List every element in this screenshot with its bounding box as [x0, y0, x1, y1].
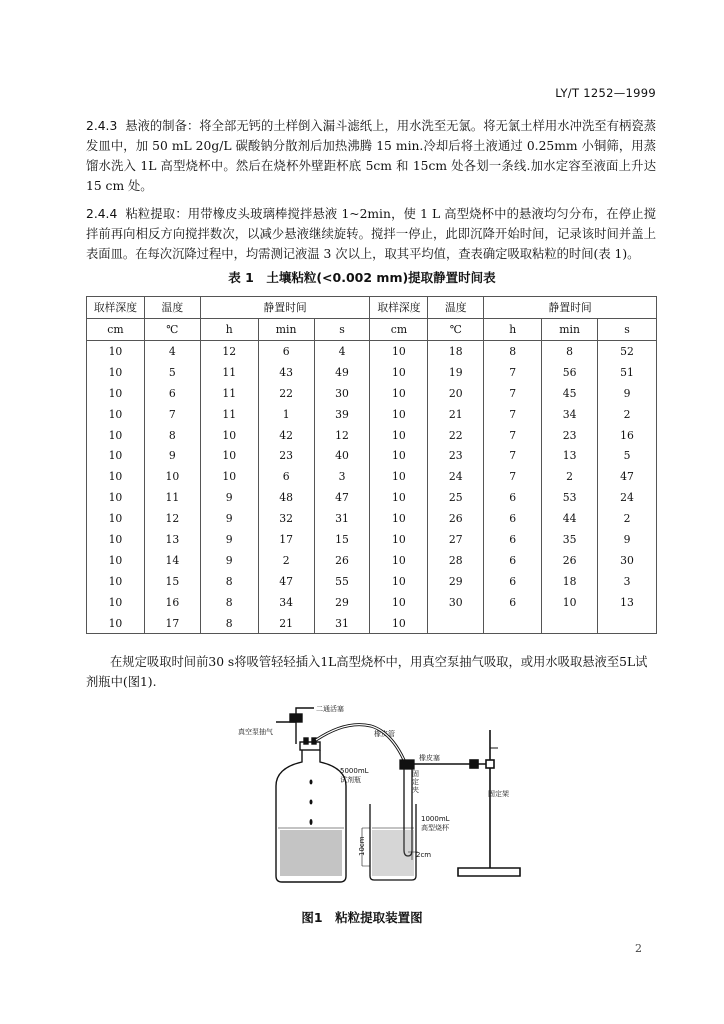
table-cell: 30: [428, 592, 484, 613]
table-row: [87, 550, 657, 571]
table-cell: 56: [542, 362, 598, 383]
table-row: [87, 445, 657, 466]
unit-cm: cm: [370, 319, 428, 341]
table-cell: 8: [144, 425, 200, 446]
header-time: 静置时间: [484, 297, 657, 319]
label-beaker-name: 高型烧杯: [421, 824, 449, 832]
table-cell: 7: [484, 404, 542, 425]
table-cell: 26: [542, 550, 598, 571]
table-cell: 26: [428, 508, 484, 529]
unit-cm: cm: [87, 319, 145, 341]
clamp-stand: [458, 730, 520, 876]
table-cell: 12: [314, 425, 370, 446]
unit-h: h: [200, 319, 258, 341]
table-cell: 10: [370, 404, 428, 425]
table-cell: 13: [598, 592, 657, 613]
table-cell: 22: [258, 383, 314, 404]
table-cell: 8: [200, 571, 258, 592]
unit-min: min: [258, 319, 314, 341]
table-cell: 10: [87, 383, 145, 404]
table-cell: 26: [314, 550, 370, 571]
table-cell: 21: [258, 613, 314, 634]
table-cell: 8: [200, 613, 258, 634]
table-cell: 30: [598, 550, 657, 571]
table-cell: 6: [484, 550, 542, 571]
table-cell: 8: [484, 341, 542, 362]
table-cell: 31: [314, 613, 370, 634]
table-cell: 10: [200, 425, 258, 446]
table-cell: 2: [598, 508, 657, 529]
table-cell: 2: [542, 466, 598, 487]
table-cell: 10: [144, 466, 200, 487]
table-cell: 49: [314, 362, 370, 383]
table-cell: [428, 613, 484, 634]
label-rubber-stopper: 橡皮塞: [419, 754, 440, 762]
figure-caption: 图1 粘粒提取装置图: [301, 910, 423, 925]
table-cell: 28: [428, 550, 484, 571]
table-cell: 52: [598, 341, 657, 362]
table-cell: 51: [598, 362, 657, 383]
table-cell: 5: [144, 362, 200, 383]
table-cell: 17: [144, 613, 200, 634]
table-cell: 11: [200, 404, 258, 425]
table-cell: 1: [258, 404, 314, 425]
table-cell: 10: [370, 466, 428, 487]
table-cell: 7: [484, 445, 542, 466]
table-cell: 10: [87, 445, 145, 466]
table-cell: 6: [258, 341, 314, 362]
table-cell: 10: [87, 466, 145, 487]
table-cell: 10: [370, 613, 428, 634]
table-cell: [542, 613, 598, 634]
table-cell: 10: [370, 487, 428, 508]
section-2-4-4: [86, 204, 656, 264]
table-cell: 20: [428, 383, 484, 404]
table-row: [87, 487, 657, 508]
table-row: [87, 571, 657, 592]
table-cell: 55: [314, 571, 370, 592]
table-row: [87, 425, 657, 446]
table-cell: 34: [258, 592, 314, 613]
section-number: 2.4.3: [86, 119, 118, 133]
table-body: [87, 341, 657, 634]
table-cell: 8: [542, 341, 598, 362]
unit-h: h: [484, 319, 542, 341]
table-cell: 10: [87, 362, 145, 383]
apparatus-diagram: [236, 700, 532, 890]
table-cell: 11: [200, 383, 258, 404]
table-row: [87, 508, 657, 529]
tall-beaker: [362, 804, 418, 880]
table-cell: 10: [370, 592, 428, 613]
label-beaker-volume: 1000mL: [421, 815, 450, 823]
table-cell: 10: [87, 341, 145, 362]
table-cell: 22: [428, 425, 484, 446]
label-bottle-name: 试剂瓶: [340, 776, 361, 784]
table-cell: 47: [598, 466, 657, 487]
table-cell: 6: [484, 529, 542, 550]
table-cell: 10: [200, 466, 258, 487]
unit-s: s: [314, 319, 370, 341]
label-depth-10cm: 10cm: [358, 836, 366, 856]
table-cell: 4: [144, 341, 200, 362]
table-cell: 10: [370, 508, 428, 529]
table-cell: 42: [258, 425, 314, 446]
label-rubber-tube: 橡皮管: [374, 730, 395, 738]
table-cell: 6: [144, 383, 200, 404]
table-cell: 15: [144, 571, 200, 592]
table-cell: 7: [484, 362, 542, 383]
page-number: 2: [635, 942, 642, 955]
table-cell: 10: [542, 592, 598, 613]
table-cell: 18: [428, 341, 484, 362]
table-cell: 3: [314, 466, 370, 487]
table-cell: 27: [428, 529, 484, 550]
label-depth-2cm: 2cm: [416, 851, 432, 859]
table-cell: [484, 613, 542, 634]
unit-min: min: [542, 319, 598, 341]
header-depth: 取样深度: [87, 297, 145, 319]
table-cell: 10: [370, 529, 428, 550]
header-temp: 温度: [144, 297, 200, 319]
table-cell: 23: [542, 425, 598, 446]
table-cell: 9: [598, 529, 657, 550]
table-cell: [598, 613, 657, 634]
table-cell: 48: [258, 487, 314, 508]
table-cell: 24: [428, 466, 484, 487]
table-cell: 10: [87, 404, 145, 425]
table-cell: 24: [598, 487, 657, 508]
instruction-paragraph: 在规定吸取时间前30 s将吸管轻轻插入1L高型烧杯中，用真空泵抽气吸取，或用水吸取悬液至5L试剂瓶中(图1).: [86, 655, 648, 689]
table-cell: 10: [87, 487, 145, 508]
table-cell: 10: [370, 445, 428, 466]
table-cell: 15: [314, 529, 370, 550]
table-cell: 6: [484, 508, 542, 529]
section-text: 粘粒提取：用带橡皮头玻璃棒搅拌悬液 1~2min，使 1 L 高型烧杯中的悬液均匀分布，在停止搅拌前再向相反方向搅拌数次，以减少悬液继续旋转。搅拌一停止，此即沉降开始时间，记录该时间并盖上表面皿。在每次沉降过程中，均需测记液温 3 次以上，取其平均值，查表确定吸取粘粒的时间(表 1)。: [86, 207, 656, 261]
table-cell: 6: [484, 487, 542, 508]
table-cell: 25: [428, 487, 484, 508]
table-cell: 10: [87, 550, 145, 571]
table-cell: 10: [370, 571, 428, 592]
table-cell: 11: [200, 362, 258, 383]
table-cell: 9: [200, 487, 258, 508]
table-cell: 19: [428, 362, 484, 383]
table-cell: 16: [144, 592, 200, 613]
table-cell: 11: [144, 487, 200, 508]
table-cell: 35: [542, 529, 598, 550]
unit-s: s: [598, 319, 657, 341]
table-cell: 12: [200, 341, 258, 362]
table-cell: 10: [87, 425, 145, 446]
table-cell: 45: [542, 383, 598, 404]
table-row: [87, 613, 657, 634]
table-cell: 10: [87, 613, 145, 634]
table-cell: 32: [258, 508, 314, 529]
table-cell: 21: [428, 404, 484, 425]
table-row: [87, 529, 657, 550]
table-cell: 39: [314, 404, 370, 425]
table-cell: 29: [428, 571, 484, 592]
table-cell: 10: [370, 425, 428, 446]
table-cell: 17: [258, 529, 314, 550]
table-cell: 6: [258, 466, 314, 487]
table-cell: 10: [370, 341, 428, 362]
table-cell: 9: [200, 508, 258, 529]
table-cell: 10: [87, 592, 145, 613]
table-cell: 10: [87, 571, 145, 592]
table-cell: 34: [542, 404, 598, 425]
table-cell: 53: [542, 487, 598, 508]
table-row: [87, 362, 657, 383]
table-cell: 10: [87, 529, 145, 550]
table-cell: 9: [144, 445, 200, 466]
section-text: 悬液的制备：将全部无钙的土样倒入漏斗滤纸上，用水洗至无氯。将无氯土样用水冲洗至有柄瓷蒸发皿中，加 50 mL 20g/L 碳酸钠分散剂后加热沸腾 15 min.冷却后将土液通过 0.25mm 小铜筛，用蒸馏水洗入 1L 高型烧杯中。然后在烧杯外壁距杯底 5cm 和 15cm 处各划一条线.加水定容至液面上升达 15 cm 处。: [86, 119, 656, 193]
table-cell: 14: [144, 550, 200, 571]
section-2-4-3: [86, 116, 656, 196]
table-cell: 44: [542, 508, 598, 529]
label-fixed-head-2: 定: [412, 778, 419, 786]
unit-celsius: ℃: [428, 319, 484, 341]
table-cell: 3: [598, 571, 657, 592]
table-title: 表 1 土壤粘粒(<0.002 mm)提取静置时间表: [228, 270, 496, 285]
table-cell: 23: [258, 445, 314, 466]
table-cell: 16: [598, 425, 657, 446]
table-cell: 9: [200, 550, 258, 571]
table-row: [87, 592, 657, 613]
table-row: [87, 341, 657, 362]
unit-celsius: ℃: [144, 319, 200, 341]
table-cell: 10: [370, 362, 428, 383]
table-cell: 8: [200, 592, 258, 613]
table-cell: 4: [314, 341, 370, 362]
label-vacuum: 真空泵抽气: [238, 728, 273, 736]
table-cell: 47: [258, 571, 314, 592]
table-row: [87, 466, 657, 487]
table-cell: 13: [144, 529, 200, 550]
table-cell: 40: [314, 445, 370, 466]
header-depth: 取样深度: [370, 297, 428, 319]
table-cell: 6: [484, 571, 542, 592]
section-number: 2.4.4: [86, 207, 118, 221]
table-cell: 10: [87, 508, 145, 529]
table-row: [87, 383, 657, 404]
label-bottle-volume: 5000mL: [340, 767, 369, 775]
table-cell: 10: [200, 445, 258, 466]
table-cell: 5: [598, 445, 657, 466]
table-cell: 7: [144, 404, 200, 425]
label-fixed-head-1: 固: [412, 770, 419, 778]
table-cell: 7: [484, 383, 542, 404]
header-temp: 温度: [428, 297, 484, 319]
table-cell: 2: [258, 550, 314, 571]
standard-code: LY/T 1252—1999: [555, 86, 656, 100]
table-cell: 10: [370, 550, 428, 571]
table-cell: 7: [484, 466, 542, 487]
table-cell: 9: [598, 383, 657, 404]
table-cell: 9: [200, 529, 258, 550]
table-cell: 43: [258, 362, 314, 383]
table-cell: 30: [314, 383, 370, 404]
label-two-way-valve: 二通活塞: [316, 705, 344, 713]
table-cell: 10: [370, 383, 428, 404]
table-cell: 18: [542, 571, 598, 592]
reagent-bottle: [276, 738, 346, 882]
table-cell: 7: [484, 425, 542, 446]
label-clamp-stand: 固定架: [488, 790, 509, 798]
table-row: [87, 404, 657, 425]
table-cell: 47: [314, 487, 370, 508]
header-time: 静置时间: [200, 297, 370, 319]
table-cell: 2: [598, 404, 657, 425]
label-fixed-head-3: 夹: [412, 786, 419, 794]
settling-time-table: [86, 296, 657, 634]
table-cell: 29: [314, 592, 370, 613]
table-cell: 12: [144, 508, 200, 529]
table-cell: 23: [428, 445, 484, 466]
table-cell: 6: [484, 592, 542, 613]
table-cell: 13: [542, 445, 598, 466]
table-cell: 31: [314, 508, 370, 529]
